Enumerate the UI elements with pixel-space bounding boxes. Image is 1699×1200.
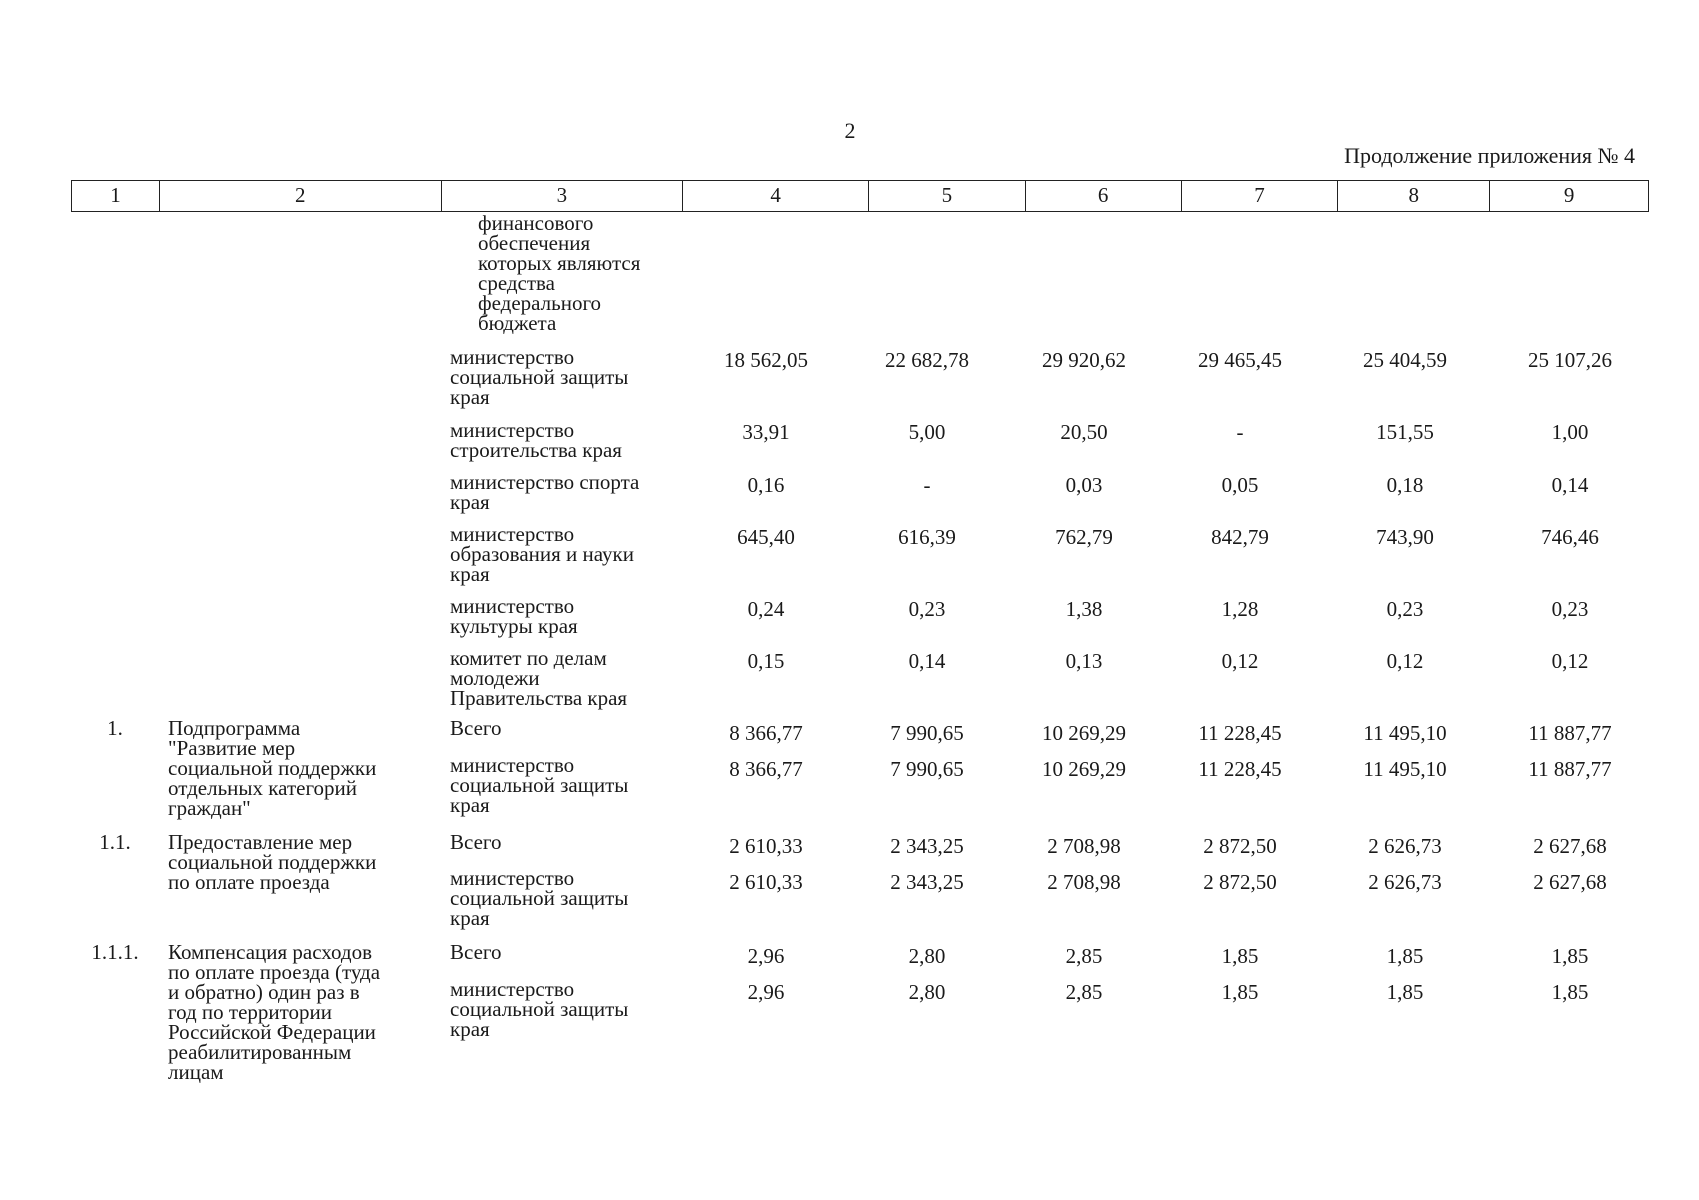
table-cell: -	[923, 473, 931, 497]
table-cell: 0,15	[747, 649, 785, 673]
table-header-row	[71, 180, 1649, 212]
row-label: Всего	[450, 830, 502, 854]
row-label: министерство социальной защиты края	[450, 977, 629, 1041]
row-label: Всего	[450, 716, 502, 740]
table-cell: 2 343,25	[890, 834, 964, 858]
table-cell: 0,13	[1065, 649, 1103, 673]
table-cell: 7 990,65	[890, 721, 964, 745]
table-cell: 746,46	[1541, 525, 1599, 549]
table-cell: 5,00	[908, 420, 946, 444]
table-cell: 0,12	[1386, 649, 1424, 673]
table-cell: 1,85	[1551, 980, 1589, 1004]
table-cell: 2,80	[908, 980, 946, 1004]
table-cell: 2 610,33	[729, 870, 803, 894]
table-cell: 2 872,50	[1203, 834, 1277, 858]
table-cell: 1,28	[1221, 597, 1259, 621]
table-cell: 2 343,25	[890, 870, 964, 894]
table-cell: 743,90	[1376, 525, 1434, 549]
table-cell: 33,91	[742, 420, 790, 444]
table-cell: 11 228,45	[1198, 721, 1282, 745]
ministry-name: министерство спорта края	[450, 470, 640, 514]
table-cell: 29 920,62	[1042, 348, 1126, 372]
table-cell: 2 708,98	[1047, 870, 1121, 894]
table-cell: 2 626,73	[1368, 870, 1442, 894]
table-cell: 2 708,98	[1047, 834, 1121, 858]
section-number: 1.1.	[99, 830, 131, 854]
table-cell: 842,79	[1211, 525, 1269, 549]
table-cell: 1,85	[1386, 980, 1424, 1004]
table-cell: 11 887,77	[1528, 721, 1612, 745]
table-cell: 0,14	[908, 649, 946, 673]
table-cell: 10 269,29	[1042, 721, 1126, 745]
table-cell: 2 627,68	[1533, 834, 1607, 858]
table-cell: 2,96	[747, 944, 785, 968]
table-cell: 0,12	[1551, 649, 1589, 673]
continuation-title: Продолжение приложения № 4	[1344, 143, 1635, 168]
table-cell: 0,03	[1065, 473, 1103, 497]
row-label: министерство социальной защиты края	[450, 866, 629, 930]
table-cell: 1,85	[1221, 980, 1259, 1004]
carryover-text: финансового обеспечения которых являются средства федерального бюджета	[478, 211, 641, 335]
header-cell: 3	[442, 181, 684, 211]
table-cell: 1,38	[1065, 597, 1103, 621]
table-cell: 2 627,68	[1533, 870, 1607, 894]
table-cell: 0,23	[908, 597, 946, 621]
header-cell: 1	[72, 181, 160, 211]
table-cell: 8 366,77	[729, 757, 803, 781]
row-label: министерство социальной защиты края	[450, 753, 629, 817]
table-cell: 2,85	[1065, 980, 1103, 1004]
section-title: Компенсация расходов по оплате проезда (туда и обратно) один раз в год по территории Российской Федерации реабилитированным лицам	[168, 940, 381, 1084]
table-cell: 1,00	[1551, 420, 1589, 444]
table-cell: 11 495,10	[1363, 757, 1447, 781]
header-cell: 8	[1338, 181, 1490, 211]
table-cell: 20,50	[1060, 420, 1108, 444]
table-cell: 151,55	[1376, 420, 1434, 444]
header-cell: 2	[160, 181, 442, 211]
header-cell: 7	[1182, 181, 1339, 211]
ministry-name: министерство строительства края	[450, 418, 622, 462]
table-cell: 18 562,05	[724, 348, 808, 372]
table-cell: 7 990,65	[890, 757, 964, 781]
table-cell: 8 366,77	[729, 721, 803, 745]
table-cell: 22 682,78	[885, 348, 969, 372]
header-cell: 5	[869, 181, 1026, 211]
table-cell: 616,39	[898, 525, 956, 549]
page-number: 2	[844, 118, 856, 143]
table-cell: 1,85	[1386, 944, 1424, 968]
table-cell: 25 107,26	[1528, 348, 1612, 372]
header-cell: 9	[1563, 183, 1575, 207]
table-cell: -	[1236, 420, 1244, 444]
section-number: 1.	[107, 716, 123, 740]
table-cell: 1,85	[1551, 944, 1589, 968]
table-cell: 645,40	[737, 525, 795, 549]
table-cell: 0,12	[1221, 649, 1259, 673]
ministry-name: комитет по делам молодежи Правительства края	[450, 646, 628, 710]
table-cell: 2 872,50	[1203, 870, 1277, 894]
ministry-name: министерство социальной защиты края	[450, 345, 629, 409]
table-cell: 0,24	[747, 597, 785, 621]
table-cell: 0,23	[1551, 597, 1589, 621]
table-cell: 0,18	[1386, 473, 1424, 497]
table-cell: 2,96	[747, 980, 785, 1004]
header-cell: 6	[1026, 181, 1182, 211]
ministry-name: министерство культуры края	[450, 594, 578, 638]
table-cell: 29 465,45	[1198, 348, 1282, 372]
table-cell: 11 495,10	[1363, 721, 1447, 745]
row-label: Всего	[450, 940, 502, 964]
table-cell: 2,80	[908, 944, 946, 968]
table-cell: 0,14	[1551, 473, 1589, 497]
section-title: Подпрограмма "Развитие мер социальной поддержки отдельных категорий граждан"	[168, 716, 377, 820]
table-cell: 0,16	[747, 473, 785, 497]
table-cell: 10 269,29	[1042, 757, 1126, 781]
table-cell: 762,79	[1055, 525, 1113, 549]
table-cell: 2,85	[1065, 944, 1103, 968]
table-cell: 25 404,59	[1363, 348, 1447, 372]
table-cell: 11 228,45	[1198, 757, 1282, 781]
section-title: Предоставление мер социальной поддержки по оплате проезда	[168, 830, 377, 894]
table-cell: 1,85	[1221, 944, 1259, 968]
header-cell: 4	[683, 181, 869, 211]
table-cell: 2 626,73	[1368, 834, 1442, 858]
table-cell: 0,23	[1386, 597, 1424, 621]
ministry-name: министерство образования и науки края	[450, 522, 634, 586]
section-number: 1.1.1.	[91, 940, 139, 964]
table-cell: 0,05	[1221, 473, 1259, 497]
table-cell: 11 887,77	[1528, 757, 1612, 781]
table-cell: 2 610,33	[729, 834, 803, 858]
